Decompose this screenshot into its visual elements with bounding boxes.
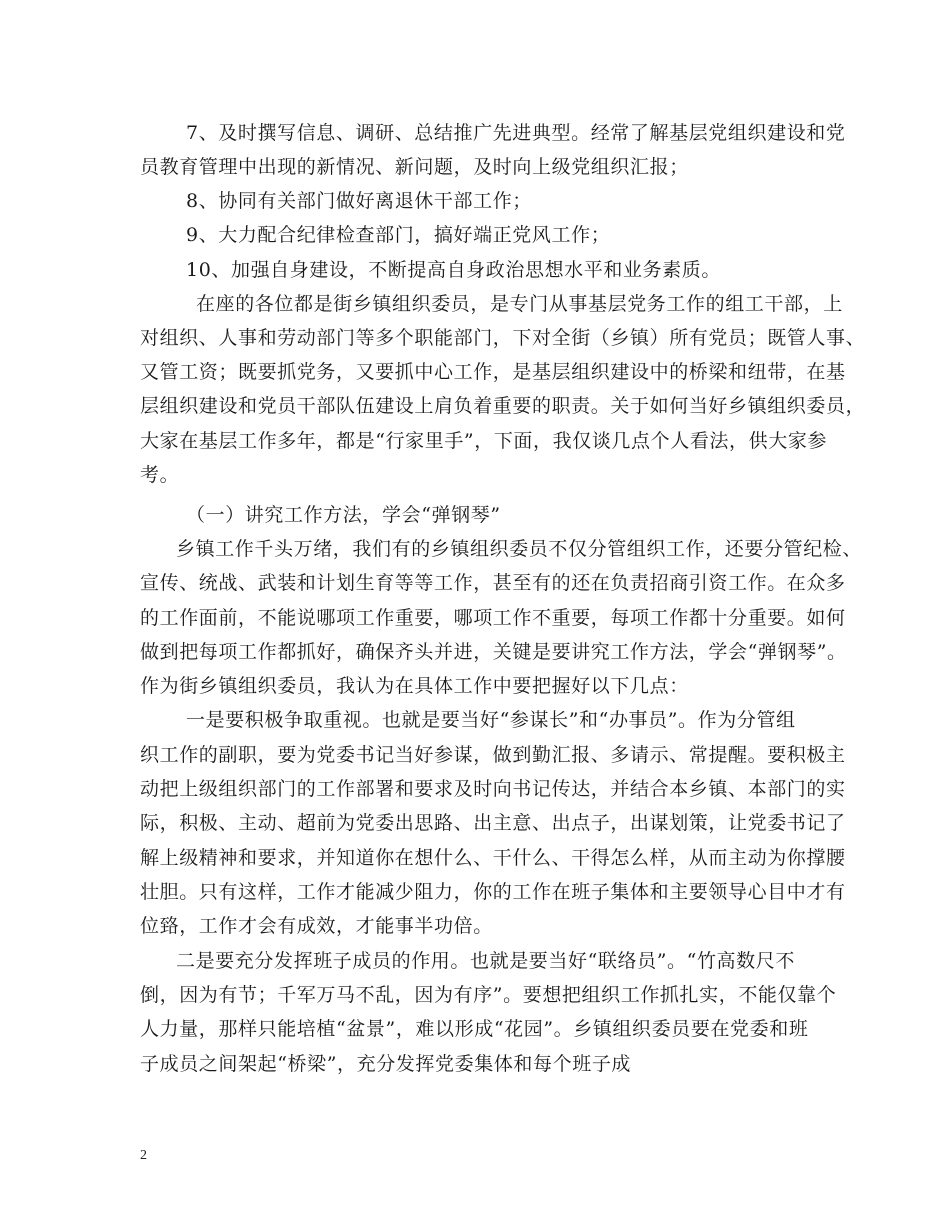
- text-line: 动把上级组织部门的工作部署和要求及时向书记传达，并结合本乡镇、本部门的实: [140, 778, 846, 800]
- page-number: 2: [140, 1148, 147, 1163]
- text-line: 在座的各位都是街乡镇组织委员，是专门从事基层党务工作的组工干部，上: [196, 293, 843, 315]
- text-line: 员教育管理中出现的新情况、新问题，及时向上级党组织汇报；: [140, 156, 689, 178]
- text-line: 又管工资；既要抓党务，又要抓中心工作，是基层组织建设中的桥梁和纽带，在基: [140, 361, 846, 383]
- text-line: 子成员之间架起“桥梁”，充分发挥党委集体和每个班子成: [140, 1053, 632, 1075]
- text-line: 人力量，那样只能培植“盆景”，难以形成“花园”。乡镇组织委员要在党委和班: [140, 1018, 809, 1040]
- text-line: 织工作的副职，要为党委书记当好参谋，做到勤汇报、多请示、常提醒。要积极主: [140, 744, 846, 766]
- text-line: 对组织、人事和劳动部门等多个职能部门，下对全街（乡镇）所有党员；既管人事、: [140, 327, 866, 349]
- text-line: 层组织建设和党员干部队伍建设上肩负着重要的职责。关于如何当好乡镇组织委员，: [140, 395, 866, 417]
- text-line: 宣传、统战、武装和计划生育等等工作，甚至有的还在负责招商引资工作。在众多: [140, 572, 846, 594]
- text-line: 二是要充分发挥班子成员的作用。也就是要当好“联络员”。“竹高数尺不: [176, 950, 795, 972]
- text-line: 9、大力配合纪律检查部门，搞好端正党风工作；: [186, 224, 611, 246]
- text-line: 做到把每项工作都抓好，确保齐头并进，关键是要讲究工作方法，学会“弹钢琴”。: [140, 641, 847, 663]
- text-line: 7、及时撰写信息、调研、总结推广先进典型。经常了解基层党组织建设和党: [186, 122, 846, 144]
- text-line: 壮胆。只有这样，工作才能减少阻力，你的工作在班子集体和主要领导心目中才有: [140, 881, 846, 903]
- text-line: 10、加强自身建设，不断提高自身政治思想水平和业务素质。: [186, 259, 721, 281]
- text-line: 解上级精神和要求，并知道你在想什么、干什么、干得怎么样，从而主动为你撑腰: [140, 847, 846, 869]
- text-line: 考。: [140, 464, 180, 486]
- text-line: 乡镇工作千头万绪，我们有的乡镇组织委员不仅分管组织工作，还要分管纪检、: [176, 538, 863, 560]
- text-line: 大家在基层工作多年，都是“行家里手”，下面，我仅谈几点个人看法，供大家参: [140, 430, 828, 452]
- text-line: 际，积极、主动、超前为党委出思路、出主意、出点子，出谋划策，让党委书记了: [140, 812, 846, 834]
- text-line: 位臵，工作才会有成效，才能事半功倍。: [140, 915, 493, 937]
- section-heading: （一）讲究工作方法，学会“弹钢琴”: [186, 504, 501, 526]
- text-line: 倒，因为有节；千军万马不乱，因为有序”。要想把组织工作抓扎实，不能仅靠个: [140, 984, 837, 1006]
- text-line: 8、协同有关部门做好离退休干部工作；: [186, 190, 532, 212]
- text-line: 作为街乡镇组织委员，我认为在具体工作中要把握好以下几点：: [140, 675, 689, 697]
- text-line: 一是要积极争取重视。也就是要当好“参谋长”和“办事员”。作为分管组: [186, 709, 796, 731]
- text-line: 的工作面前，不能说哪项工作重要，哪项工作不重要，每项工作都十分重要。如何: [140, 607, 846, 629]
